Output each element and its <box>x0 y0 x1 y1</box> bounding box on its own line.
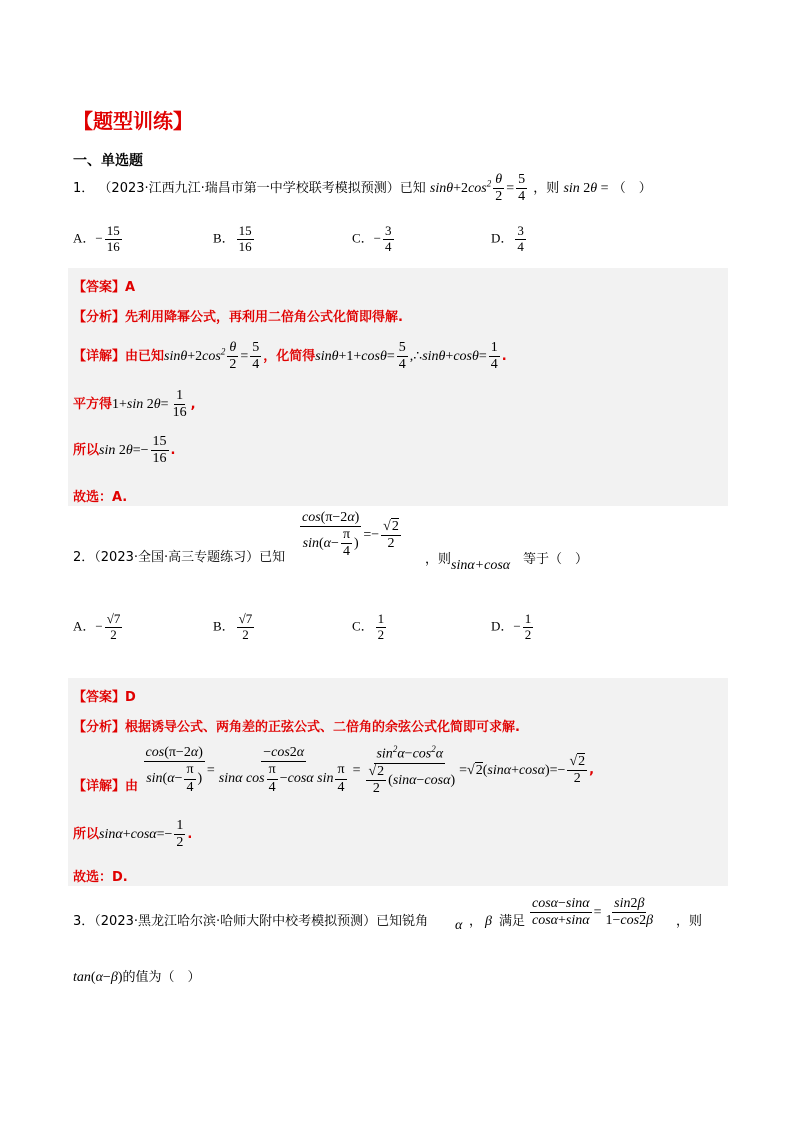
option-d[interactable]: D． $\frac{3}{4}$ <box>491 223 524 254</box>
detail-line: 【详解】由已知$\sin\theta+2\cos^2$ $\frac{\theta}{2}$ = $\frac{5}{4}$ ，化简得sinθ+1+cosθ= $\frac{5}{4}$ ,∴sinθ+cosθ= $\frac{1}{4}$ . <box>73 340 507 373</box>
q3-condition-formula: $\frac{\cos\alpha-\sin\alpha}{\cos\alpha+\sin\alpha}$ = $\frac{\sin 2\beta}{1-\cos 2\beta}$ <box>532 896 654 929</box>
option-a[interactable]: A．− $\frac{15}{16}$ <box>73 223 120 254</box>
so-line: 所以sinα+cosα=− $\frac{1}{2}$ . <box>73 818 193 851</box>
question-source: （2023·黑龙江哈尔滨·哈师大附中校考模拟预测）已知锐角 <box>94 914 429 929</box>
answer-line: 【答案】D <box>73 690 136 705</box>
square-line: 平方得1+sin 2θ= $\frac{1}{16}$ , <box>73 388 196 421</box>
q1-condition-formula: $\sin\theta+2\cos^2$ $\frac{\theta}{2}$ = $\frac{5}{4}$ <box>429 172 526 205</box>
q1-options <box>73 224 633 264</box>
q2-solution-box <box>68 678 728 886</box>
question-1: 1． （2023·江西九江·瑞昌市第一中学校联考模拟预测）已知 $\sin\theta+2\cos^2$ $\frac{\theta}{2}$ = $\frac{5}{4}$ ，则 sin 2θ = （ ） <box>73 172 652 205</box>
question-2: 2．（2023·全国·高三专题练习）已知 cos(π−2α) sin(α− $\frac{\pi}{4}$ ) =− $\frac{√2}{2}$ ，则 sinα+cosα 等于（ ） <box>73 510 589 573</box>
option-b[interactable]: B． $\frac{√7}{2}$ <box>213 611 253 642</box>
choose-line: 故选：D. <box>73 870 128 885</box>
q2-condition-formula: cos(π−2α) sin(α− $\frac{\pi}{4}$ ) =− $\frac{√2}{2}$ <box>302 510 399 560</box>
section-heading: 一、单选题 <box>73 153 143 169</box>
section-title: 【题型训练】 <box>73 109 193 133</box>
q1-solution-box <box>68 268 728 506</box>
detail-line: 【详解】由 cos(π−2α) sin(α− $\frac{\pi}{4}$ ) = −cos2α sinα cos $\frac{\pi}{4}$ −cosα sin $\frac{\pi}{4}$ = $\sin^2\alpha-\cos^2\alpha$ $\frac{√2}{2}$ (sinα−cosα) =√2(sinα+cosα)=− $\frac{√2}{2}$ , <box>73 744 595 796</box>
q3-target-formula: tan(α−β) <box>73 970 123 985</box>
question-source: （2023·江西九江·瑞昌市第一中学校联考模拟预测）已知 <box>98 180 426 196</box>
question-number: 3． <box>73 914 95 929</box>
question-source: （2023·全国·高三专题练习）已知 <box>94 550 286 565</box>
option-a[interactable]: A．− $\frac{√7}{2}$ <box>73 611 121 642</box>
option-d[interactable]: D．− $\frac{1}{2}$ <box>491 611 532 642</box>
question-number: 2． <box>73 550 95 565</box>
analysis-line: 【分析】先利用降幂公式，再利用二倍角公式化简即得解. <box>73 310 403 325</box>
option-c[interactable]: C． $\frac{1}{2}$ <box>352 611 385 642</box>
question-number: 1． <box>73 180 95 196</box>
analysis-line: 【分析】根据诱导公式、两角差的正弦公式、二倍角的余弦公式化简即可求解. <box>73 720 520 735</box>
question-3: 3．（2023·黑龙江哈尔滨·哈师大附中校考模拟预测）已知锐角 α ， β 满足 $\frac{\cos\alpha-\sin\alpha}{\cos\alpha+\sin\alpha}$ = $\frac{\sin 2\beta}{1-\cos 2\beta}$ ，则 <box>73 896 703 933</box>
q2-target-formula: sinα+cosα <box>451 558 511 573</box>
choose-line: 故选：A. <box>73 490 128 505</box>
so-line: 所以sin 2θ=− $\frac{15}{16}$ . <box>73 434 176 467</box>
option-c[interactable]: C．− $\frac{3}{4}$ <box>352 223 392 254</box>
answer-line: 【答案】A <box>73 280 136 295</box>
question-3-line-2: tan(α−β)的值为（ ） <box>73 970 201 985</box>
q2-options <box>73 612 633 656</box>
option-b[interactable]: B． $\frac{15}{16}$ <box>213 223 252 254</box>
q1-target-formula: sin 2θ = <box>563 180 609 196</box>
